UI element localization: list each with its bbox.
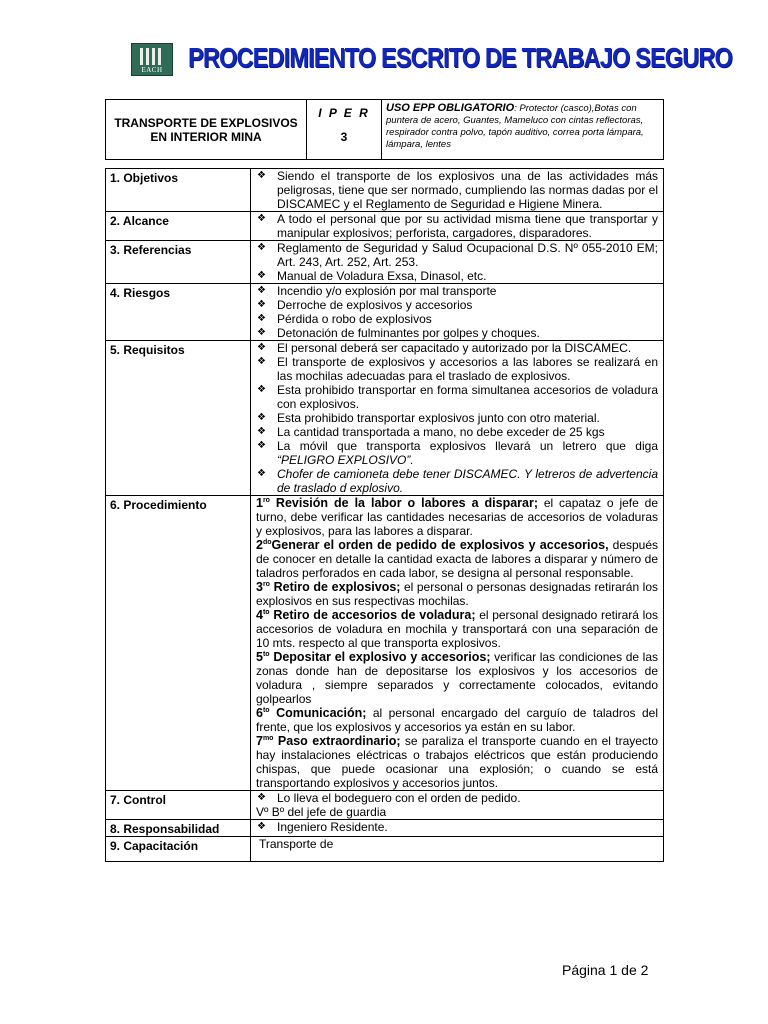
section-label: 6. Procedimiento: [106, 496, 251, 791]
iper-label: I P E R: [318, 106, 370, 120]
section-label: 5. Requisitos: [106, 341, 251, 496]
list-item: ❖ Reglamento de Seguridad y Salud Ocupacional D.S. Nº 055-2010 EM; Art. 243, Art. 252, Art. 253.: [256, 241, 658, 269]
list-item: [256, 439, 658, 467]
section-label: 9. Capacitación: [106, 837, 251, 862]
section-content: [251, 791, 664, 820]
section-content: [251, 820, 664, 837]
header-table: [105, 99, 664, 160]
section-label: 4. Riesgos: [106, 284, 251, 341]
list-item: ❖ El personal deberá ser capacitado y autorizado por la DISCAMEC.: [256, 341, 658, 355]
list-item: ❖ Detonación de fulminantes por golpes y choques.: [256, 326, 658, 340]
step-4: $4^{to}$ Retiro de accesorios de voladura; el personal designado retirará los accesorios de voladura en mochila y transportará con una separación de 10 mts. respecto al que transporta explosivos.: [256, 608, 658, 650]
epp-cell: [382, 100, 664, 160]
section-label: 3. Referencias: [106, 241, 251, 284]
section-content: [251, 341, 664, 496]
list-item: ❖ El transporte de explosivos y accesorios a las labores se realizará en las mochilas adecuadas para el traslado de explosivos.: [256, 355, 658, 383]
task-name-line1: TRANSPORTE DE EXPLOSIVOS: [114, 115, 298, 130]
iper-cell: [307, 100, 382, 160]
list-item: ❖ Esta prohibido transportar explosivos junto con otro material.: [256, 411, 658, 425]
page-number: Página 1 de 2: [562, 962, 649, 978]
section-label: 8. Responsabilidad: [106, 820, 251, 837]
procedure-table: [105, 168, 664, 862]
item-text: La móvil que transporta explosivos llevará un letrero que diga: [277, 439, 658, 453]
list-item: ❖ Ingeniero Residente.: [256, 820, 658, 834]
section-content: Transporte de: [251, 837, 664, 862]
approval-text: Vº Bº del jefe de guardia: [256, 805, 387, 819]
logo-emblem: [140, 48, 164, 65]
row-alcance: [106, 212, 664, 241]
iper-value: 3: [340, 130, 348, 144]
list-item: ❖ Incendio y/o explosión por mal transporte: [256, 284, 658, 298]
step-3: $3^{ro}$ Retiro de explosivos; el personal o personas designadas retirarán los explosivos en sus respectivas mochilas.: [256, 580, 658, 608]
section-content: [251, 284, 664, 341]
task-name-line2: EN INTERIOR MINA: [150, 129, 262, 144]
list-item: ❖ Siendo el transporte de los explosivos una de las actividades más peligrosas, tiene que ser normado, cumpliendo las normas dadas por el DISCAMEC y el Reglamento de Seguridad e Higiene Minera.: [256, 169, 658, 211]
row-responsabilidad: [106, 820, 664, 837]
list-item: ❖ Derroche de explosivos y accesorios: [256, 298, 658, 312]
step-1: $1^{ro}$ Revisión de la labor o labores a disparar; el capataz o jefe de turno, debe verificar las cantidades necesarias de accesorios de voladuras y explosivos, para las labores a disparar.: [256, 496, 658, 538]
list-item: ❖ Chofer de camioneta debe tener DISCAMEC. Y letreros de advertencia de traslado d explosivo.: [256, 467, 658, 495]
list-item: ❖ La cantidad transportada a mano, no debe exceder de 25 kgs: [256, 425, 658, 439]
list-item: ❖ Manual de Voladura Exsa, Dinasol, etc.: [256, 269, 658, 283]
list-item: ❖ Lo lleva el bodeguero con el orden de pedido.: [256, 791, 658, 805]
step-2: $2^{do}Generar$ el orden de pedido de explosivos y accesorios, después de conocer en detalle la cantidad exacta de labores a disparar y número de taladros perforados en cada labor, se designa al personal responsable.: [256, 538, 659, 580]
logo-text: EACH: [141, 66, 163, 74]
list-item: ❖ Esta prohibido transportar en forma simultanea accesorios de voladura con explosivos.: [256, 383, 658, 411]
section-label: 2. Alcance: [106, 212, 251, 241]
section-content: [251, 169, 664, 212]
section-content: [251, 241, 664, 284]
section-label: 1. Objetivos: [106, 169, 251, 212]
row-control: [106, 791, 664, 820]
list-item: ❖ A todo el personal que por su actividad misma tiene que transportar y manipular explosivos; perforista, cargadores, disparadores.: [256, 212, 658, 240]
step-6: $6^{to}$ Comunicación; al personal encargado del carguío de taladros del frente, que los explosivos y accesorios ya están en su labor.: [256, 706, 658, 734]
section-label: 7. Control: [106, 791, 251, 820]
procedure-steps: [251, 496, 664, 791]
row-referencias: [106, 241, 664, 284]
list-item: ❖ Pérdida o robo de explosivos: [256, 312, 658, 326]
row-requisitos: [106, 341, 664, 496]
row-procedimiento: [106, 496, 664, 791]
task-name-cell: [106, 100, 307, 160]
warning-sign-text: “PELIGRO EXPLOSIVO”.: [277, 453, 414, 467]
step-7: $7^{mo}$ Paso extraordinario; se paraliza el transporte cuando en el trayecto hay instalaciones eléctricas o trabajos eléctricos que están produciendo chispas, que puede ocasionar una explosión; o cuando se está transportando explosivos y accesorios juntos.: [256, 734, 658, 790]
company-logo: [131, 43, 173, 76]
section-content: [251, 212, 664, 241]
epp-label: USO EPP OBLIGATORIO: [386, 102, 515, 114]
epp-text: : Protector (casco),Botas con puntera de acero, Guantes, Mameluco con cintas reflectoras, respirador contra polvo, tapón auditivo, correa porta lámpara, lámpara, lentes: [386, 103, 644, 150]
document-title: PROCEDIMIENTO ESCRITO DE TRABAJO SEGURO: [188, 42, 732, 73]
row-riesgos: [106, 284, 664, 341]
row-capacitacion: [106, 837, 664, 862]
step-5: $5^{to}$ Depositar el explosivo y accesorios; verificar las condiciones de las zonas donde han de depositarse los explosivos y los accesorios de voladura , siempre separados y correctamente colocados, evitando golpearlos: [256, 650, 658, 706]
row-objetivos: [106, 169, 664, 212]
